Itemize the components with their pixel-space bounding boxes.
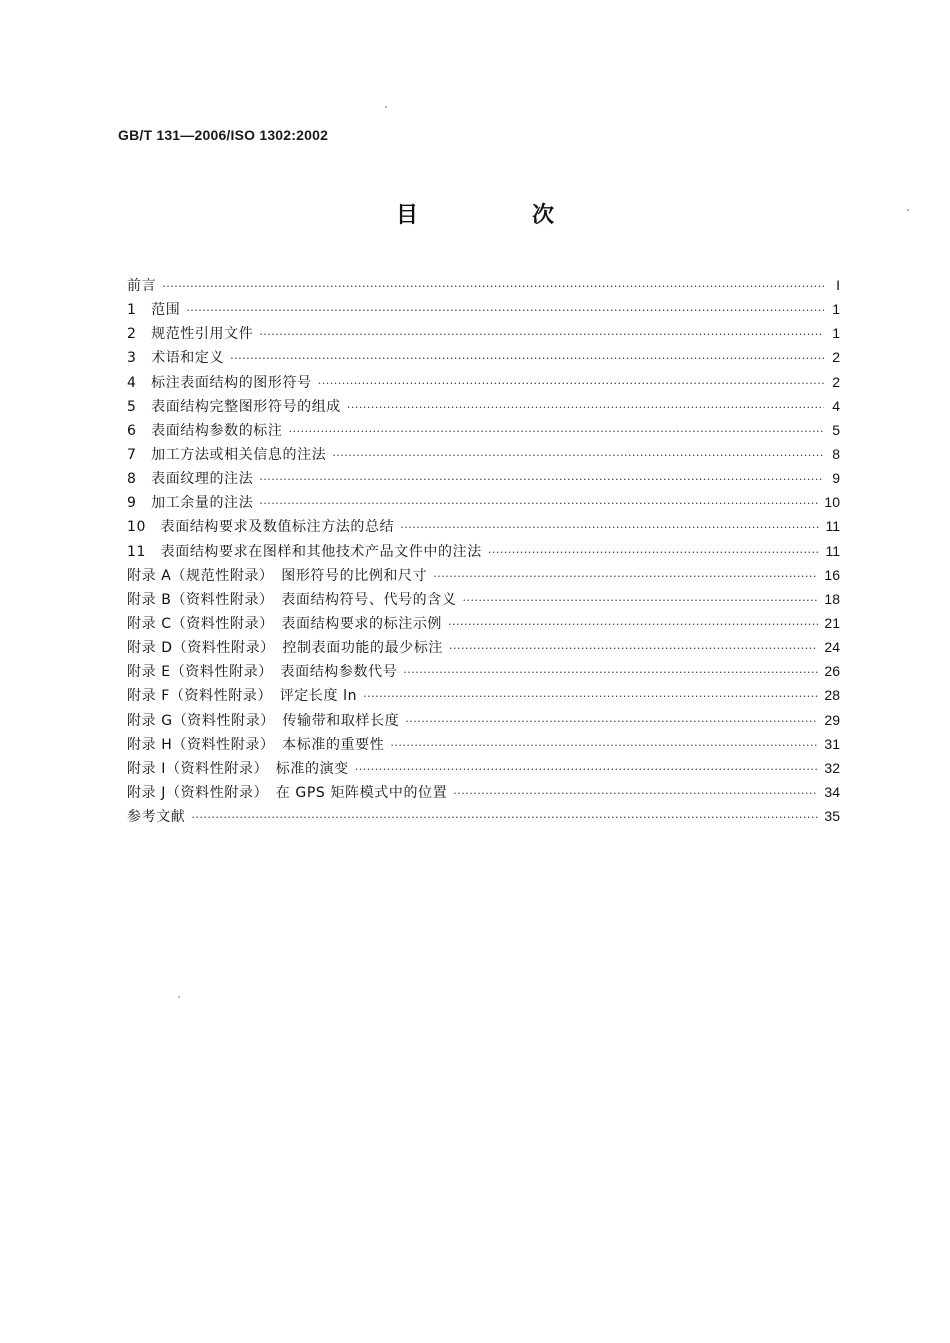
- toc-entry-label: 附录 C（资料性附录） 表面结构要求的标注示例: [127, 615, 443, 632]
- toc-entry[interactable]: [127, 394, 840, 418]
- dot-leader: [347, 396, 824, 420]
- toc-entry-label: 附录 A（规范性附录） 图形符号的比例和尺寸: [127, 567, 428, 584]
- toc-entry-page-number: 24: [824, 639, 840, 656]
- dot-leader: [453, 782, 818, 806]
- toc-entry-label: 附录 E（资料性附录） 表面结构参数代号: [127, 664, 398, 681]
- dot-leader: [355, 758, 819, 782]
- toc-entry-label: 9 加工余量的注法: [127, 495, 254, 512]
- toc-entry-label: 前言: [127, 278, 157, 294]
- toc-entry[interactable]: [127, 683, 840, 707]
- toc-entry[interactable]: [127, 514, 840, 538]
- toc-entry-page-number: 28: [824, 687, 840, 704]
- toc-entry-label: 11 表面结构要求在图样和其他技术产品文件中的注法: [127, 543, 482, 560]
- toc-entry-label: 4 标注表面结构的图形符号: [127, 374, 312, 391]
- dot-leader: [162, 275, 824, 299]
- toc-entry-page-number: 9: [832, 470, 840, 487]
- toc-entry-label: 6 表面结构参数的标注: [127, 422, 283, 439]
- toc-entry-page-number: I: [836, 277, 840, 293]
- toc-entry-label: 附录 I（资料性附录） 标准的演变: [127, 760, 349, 777]
- toc-entry-page-number: 31: [824, 735, 840, 752]
- dot-leader: [462, 589, 818, 613]
- toc-entry-label: 附录 D（资料性附录） 控制表面功能的最少标注: [127, 640, 444, 657]
- standard-code: GB/T 131—2006/ISO 1302:2002: [118, 127, 329, 143]
- toc-entry-page-number: 10: [824, 494, 840, 511]
- toc-entry-page-number: 11: [825, 518, 840, 535]
- toc-entry[interactable]: [127, 756, 840, 780]
- dot-leader: [488, 541, 820, 565]
- dot-leader: [259, 468, 824, 492]
- toc-entry-page-number: 35: [824, 808, 840, 825]
- toc-entry-label: 10 表面结构要求及数值标注方法的总结: [127, 519, 395, 536]
- toc-entry[interactable]: [127, 659, 840, 683]
- toc-entry-label: 3 术语和定义: [127, 350, 225, 367]
- scan-speck: [178, 996, 180, 998]
- toc-entry-label: 2 规范性引用文件: [127, 326, 254, 343]
- toc-entry-label: 5 表面结构完整图形符号的组成: [127, 398, 341, 415]
- dot-leader: [363, 685, 818, 709]
- scan-speck: [907, 209, 909, 211]
- toc-entry[interactable]: [127, 490, 840, 514]
- toc-entry[interactable]: [127, 345, 840, 369]
- page-title: 目 次: [395, 203, 600, 228]
- toc-entry[interactable]: [127, 370, 840, 394]
- dot-leader: [390, 734, 818, 758]
- toc-entry[interactable]: [127, 273, 840, 297]
- toc-entry-page-number: 2: [832, 349, 840, 366]
- dot-leader: [332, 444, 824, 468]
- toc-entry-label: 附录 G（资料性附录） 传输带和取样长度: [127, 712, 400, 729]
- dot-leader: [403, 661, 818, 685]
- dot-leader: [259, 323, 824, 347]
- dot-leader: [405, 710, 818, 734]
- toc-entry-page-number: 34: [824, 783, 840, 800]
- toc-entry-page-number: 4: [832, 397, 840, 414]
- toc-entry[interactable]: [127, 732, 840, 756]
- dot-leader: [186, 299, 824, 323]
- dot-leader: [259, 492, 818, 516]
- toc-entry-label: 8 表面纹理的注法: [127, 471, 254, 488]
- toc-entry-label: 7 加工方法或相关信息的注法: [127, 446, 327, 463]
- dot-leader: [230, 347, 824, 371]
- toc-entry[interactable]: [127, 611, 840, 635]
- toc-entry[interactable]: [127, 466, 840, 490]
- toc-entry-page-number: 8: [832, 445, 840, 462]
- toc-entry-page-number: 21: [824, 614, 840, 631]
- toc-entry-label: 附录 B（资料性附录） 表面结构符号、代号的含义: [127, 591, 457, 608]
- scan-speck: [385, 106, 387, 108]
- toc-entry-page-number: 32: [824, 759, 840, 776]
- toc-entry[interactable]: [127, 708, 840, 732]
- toc-entry-page-number: 1: [832, 325, 840, 342]
- toc-entry[interactable]: [127, 442, 840, 466]
- toc-entry[interactable]: [127, 587, 840, 611]
- toc-entry-page-number: 18: [824, 590, 840, 607]
- dot-leader: [191, 806, 818, 830]
- toc-entry[interactable]: [127, 297, 840, 321]
- toc-entry-label: 附录 F（资料性附录） 评定长度 ln: [127, 688, 358, 705]
- dot-leader: [400, 516, 819, 540]
- toc-entry[interactable]: [127, 321, 840, 345]
- toc-entry-label: 参考文献: [127, 809, 186, 826]
- toc-entry-page-number: 29: [824, 711, 840, 728]
- dot-leader: [318, 372, 824, 396]
- toc-entry[interactable]: [127, 539, 840, 563]
- table-of-contents: [127, 273, 840, 828]
- toc-entry[interactable]: [127, 635, 840, 659]
- toc-entry-page-number: 1: [832, 301, 840, 318]
- toc-entry-page-number: 11: [825, 542, 840, 559]
- toc-entry[interactable]: [127, 804, 840, 828]
- toc-entry-page-number: 16: [824, 566, 840, 583]
- toc-entry-label: 附录 J（资料性附录） 在 GPS 矩阵模式中的位置: [127, 784, 448, 801]
- dot-leader: [449, 637, 818, 661]
- dot-leader: [448, 613, 818, 637]
- toc-entry[interactable]: [127, 780, 840, 804]
- toc-entry-label: 附录 H（资料性附录） 本标准的重要性: [127, 736, 385, 753]
- toc-entry-page-number: 2: [832, 373, 840, 390]
- toc-entry-page-number: 26: [824, 663, 840, 680]
- toc-entry-label: 1 范围: [127, 302, 181, 319]
- dot-leader: [289, 420, 824, 444]
- toc-entry-page-number: 5: [832, 421, 840, 438]
- dot-leader: [433, 565, 818, 589]
- toc-entry[interactable]: [127, 418, 840, 442]
- toc-entry[interactable]: [127, 563, 840, 587]
